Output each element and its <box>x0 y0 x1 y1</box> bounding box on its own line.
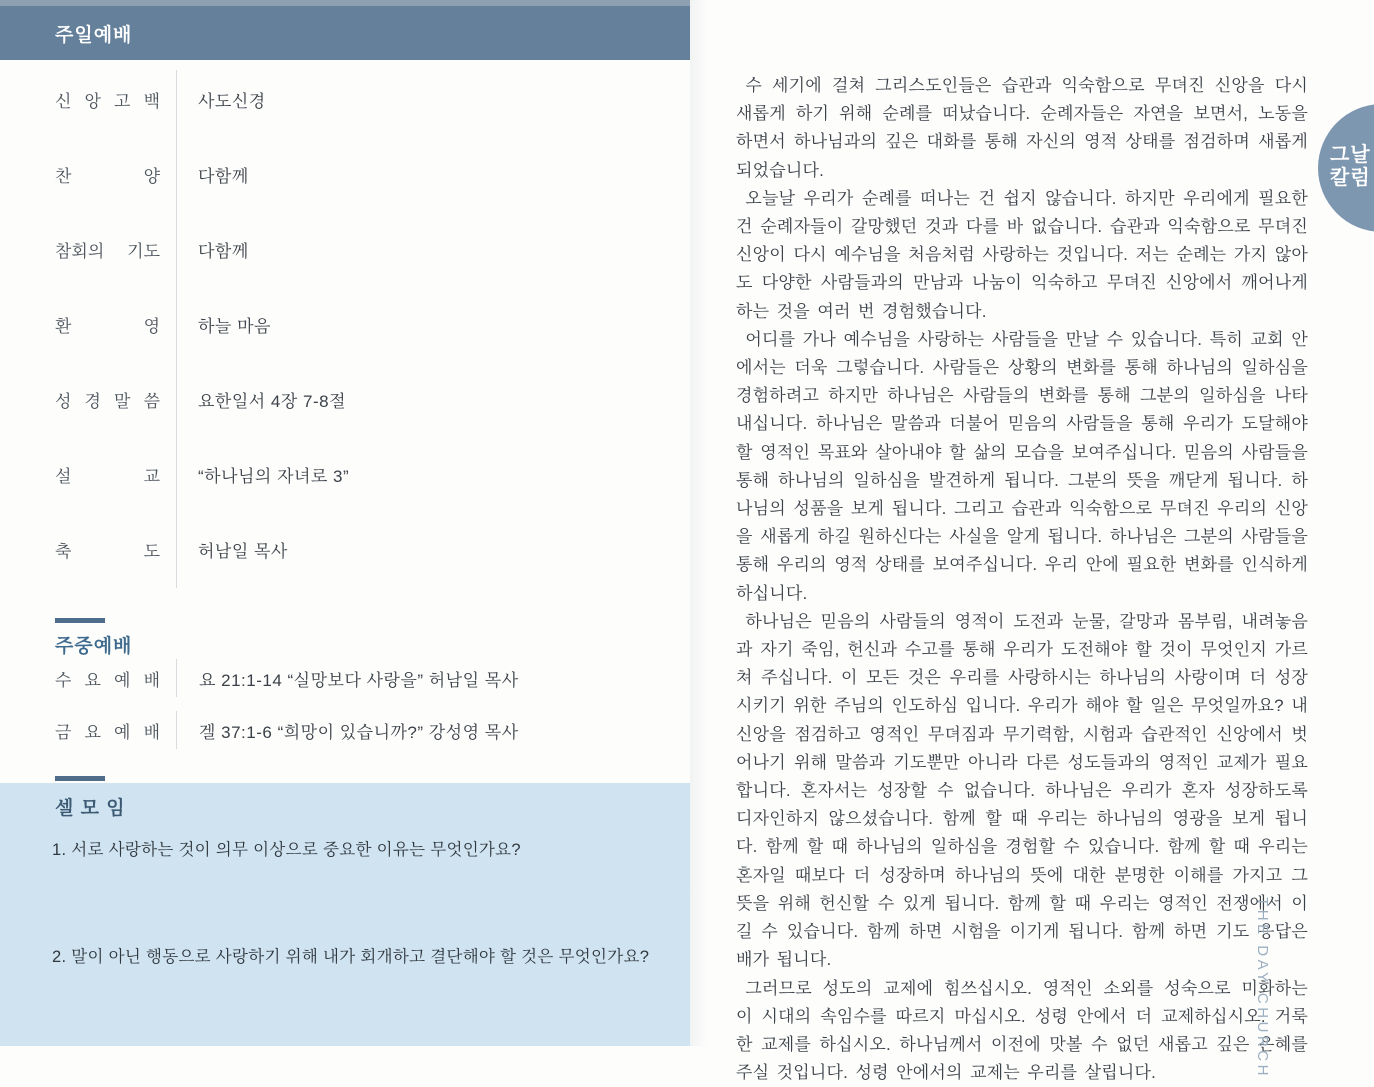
article-paragraph: 어디를 가나 예수님을 사랑하는 사람들을 만날 수 있습니다. 특히 교회 안에서는 더욱 그렇습니다. 사람들은 상황의 변화를 통해 하나님의 일하심을 경험하려고 하지만 하나님은 사람들의 변화를 통해 그분의 일하심을 나타내십니다. 하나님은 말씀과 더불어 믿음의 사람들을 통해 우리가 도달해야 할 영적인 목표와 살아내야 할 삶의 모습을 보여주십니다. 믿음의 사람들을 통해 하나님의 일하심을 발견하게 됩니다. 그분의 뜻을 깨닫게 됩니다. 하나님의 성품을 보게 됩니다. 그리고 습관과 익숙함으로 무뎌진 우리의 신앙을 새롭게 하길 원하신다는 사실을 알게 됩니다. 하나님은 그분의 사람들을 통해 우리의 영적 상태를 보여주십니다. 우리 안에 필요한 변화를 인식하게 하십니다. <box>736 326 1308 608</box>
column-tab-label <box>1330 144 1371 190</box>
midweek-row-friday <box>0 711 519 749</box>
table-column-divider <box>176 70 177 588</box>
worship-item-label: 금 요 예 배 <box>55 718 160 743</box>
cell-question-2: 2. 말이 아닌 행동으로 사랑하기 위해 내가 회개하고 결단해야 할 것은 무엇인가요? <box>52 943 684 967</box>
worship-item-label: 설 교 <box>55 462 160 487</box>
worship-row-welcome <box>0 287 690 362</box>
worship-row-benediction <box>0 512 690 587</box>
right-page <box>690 0 1374 1046</box>
worship-item-value: 허남일 목사 <box>198 537 288 562</box>
worship-item-label: 참회의 기도 <box>55 237 160 262</box>
worship-item-label: 환 영 <box>55 312 160 337</box>
column-tab-line2: 칼럼 <box>1330 167 1371 190</box>
church-brand-text: THE DAY CHURCH <box>1255 897 1272 1079</box>
worship-item-value: 다함께 <box>198 237 249 262</box>
midweek-worship-title: 주중예배 <box>55 631 132 658</box>
cell-meeting-title: 셀 모 임 <box>55 793 126 820</box>
worship-item-value: 사도신경 <box>198 87 266 112</box>
article-paragraph: 그러므로 성도의 교제에 힘쓰십시오. 영적인 소외를 성숙으로 미화하는 이 시대의 속임수를 따르지 마십시오. 성령 안에서 더 교제하십시오. 거룩한 교제를 하십시오. 하나님께서 이전에 맛볼 수 없던 새롭고 깊은 은혜를 주실 것입니다. 성령 안에서의 교제는 우리를 살립니다. <box>736 975 1308 1087</box>
worship-item-value: 요 21:1-14 “실망보다 사랑을” 허남일 목사 <box>199 666 519 691</box>
worship-item-label: 성 경 말 씀 <box>55 387 160 412</box>
sunday-worship-title: 주일예배 <box>55 20 132 47</box>
worship-item-value: 요한일서 4장 7-8절 <box>198 387 346 412</box>
worship-item-label: 축 도 <box>55 537 160 562</box>
worship-row-sermon <box>0 437 690 512</box>
worship-item-value: 다함께 <box>198 162 249 187</box>
left-page <box>0 0 690 1046</box>
row-divider <box>176 659 177 697</box>
row-divider <box>176 711 177 749</box>
midweek-row-wednesday <box>0 659 519 697</box>
worship-item-label: 찬 양 <box>55 162 160 187</box>
worship-row-praise <box>0 137 690 212</box>
worship-item-value: “하나님의 자녀로 3” <box>198 462 349 487</box>
article-paragraph: 수 세기에 걸쳐 그리스도인들은 습관과 익숙함으로 무뎌진 신앙을 다시 새롭게 하기 위해 순례를 떠났습니다. 순례자들은 자연을 보면서, 노동을 하면서 하나님과의 깊은 대화를 통해 자신의 영적 상태를 점검하며 새롭게 되었습니다. <box>736 72 1308 185</box>
column-tab-line1: 그날 <box>1330 144 1371 167</box>
cell-meeting-accent-bar <box>55 776 105 781</box>
church-brand-vertical <box>1183 908 1343 1068</box>
sunday-worship-table <box>0 62 690 587</box>
worship-row-scripture <box>0 362 690 437</box>
article-paragraph: 하나님은 믿음의 사람들의 영적이 도전과 눈물, 갈망과 몸부림, 내려놓음과 자기 죽임, 헌신과 수고를 통해 우리가 도전해야 할 것이 무엇인지 가르쳐 주십니다. 이 모든 것은 우리를 사랑하시는 하나님의 사랑이며 더 성장시키기 위한 주님의 인도하심 입니다. 우리가 해야 할 일은 무엇일까요? 내 신앙을 점검하고 영적인 무뎌짐과 무기력함, 시험과 습관적인 신앙에서 벗어나기 위해 말씀과 기도뿐만 아니라 다른 성도들과의 영적인 교제가 필요합니다. 혼자서는 성장할 수 없습니다. 하나님은 우리가 혼자 성장하도록 디자인하지 않으셨습니다. 함께 할 때 우리는 하나님의 영광을 보게 됩니다. 함께 할 때 하나님의 일하심을 경험할 수 있습니다. 함께 할 때 우리는 혼자일 때보다 더 성장하며 하나님의 뜻에 대한 분명한 이해를 가지고 그 뜻을 위해 헌신할 수 있게 됩니다. 함께 할 때 우리는 영적인 전쟁에서 이길 수 있습니다. 함께 하면 시험을 이기게 됩니다. 함께 하면 기도 응답은 배가 됩니다. <box>736 608 1308 975</box>
sunday-worship-header <box>0 6 690 60</box>
worship-item-label: 수 요 예 배 <box>55 666 160 691</box>
worship-row-confession <box>0 62 690 137</box>
worship-item-value: 겔 37:1-6 “희망이 있습니까?” 강성영 목사 <box>199 718 519 743</box>
worship-item-label: 신 앙 고 백 <box>55 87 160 112</box>
midweek-accent-bar <box>55 618 105 623</box>
worship-row-repentance-prayer <box>0 212 690 287</box>
cell-meeting-box <box>0 783 690 1046</box>
article-paragraph: 오늘날 우리가 순례를 떠나는 건 쉽지 않습니다. 하지만 우리에게 필요한 건 순례자들이 갈망했던 것과 다를 바 없습니다. 습관과 익숙함으로 무뎌진 신앙이 다시 예수님을 처음처럼 사랑하는 것입니다. 저는 순례는 가지 않아도 다양한 사람들과의 만남과 나눔이 익숙하고 무뎌진 신앙에서 깨어나게 하는 것을 여러 번 경험했습니다. <box>736 185 1308 326</box>
cell-question-1: 1. 서로 사랑하는 것이 의무 이상으로 중요한 이유는 무엇인가요? <box>52 836 684 860</box>
worship-item-value: 하늘 마음 <box>198 312 271 337</box>
column-tab-badge <box>1318 104 1374 232</box>
